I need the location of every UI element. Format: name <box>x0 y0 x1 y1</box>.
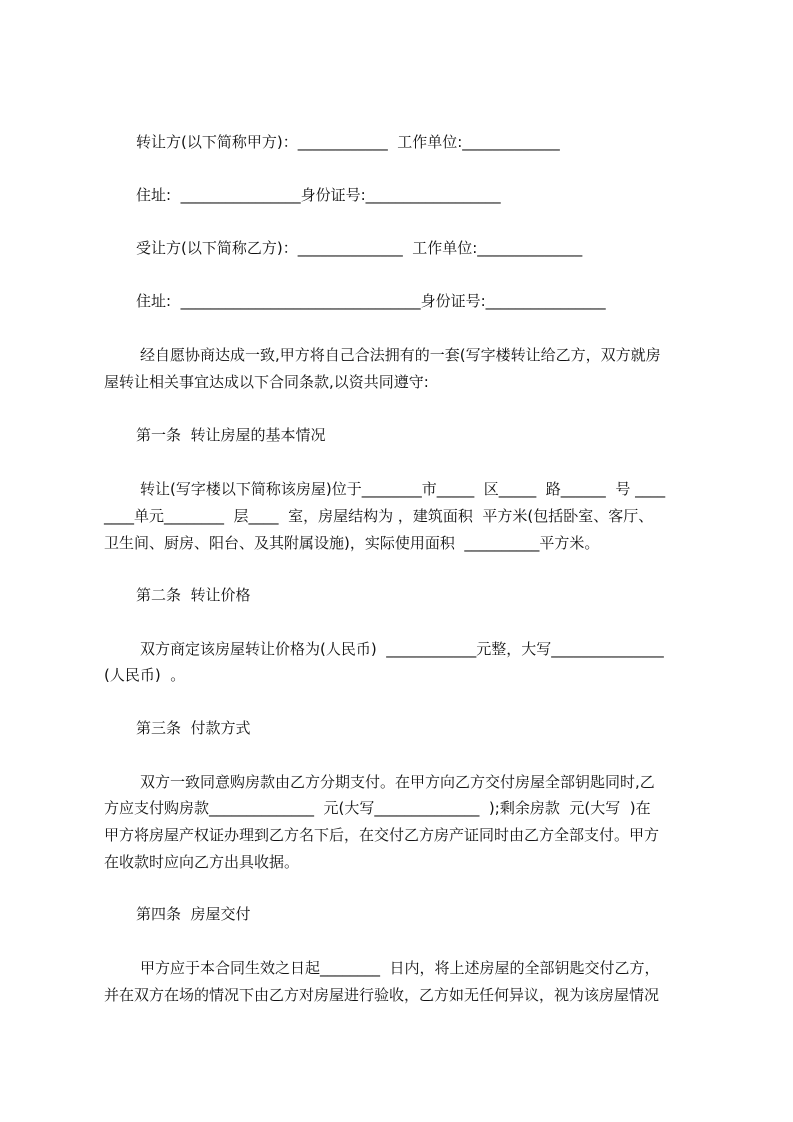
preamble-line-1: 经自愿协商达成一致,甲方将自己合法拥有的一套(写字楼转让给乙方，双方就房 <box>140 346 661 364</box>
preamble-line-2: 屋转让相关事宜达成以下合同条款,以资共同遵守: <box>104 373 429 391</box>
transferor-address-line: 住址: ________________身份证号:__________________ <box>136 186 501 204</box>
article-3-line-3: 甲方将房屋产权证办理到乙方名下后，在交付乙方房产证同时由乙方全部支付。甲方 <box>104 826 660 844</box>
article-1-line-3: 卫生间、厨房、阳台、及其附属设施)，实际使用面积 __________平方米。 <box>104 534 600 552</box>
transferee-line: 受让方(以下简称乙方)：______________ 工作单位:______________ <box>136 239 583 257</box>
article-2-line-1: 双方商定该房屋转让价格为(人民币) ____________元整，大写_______________ <box>140 640 664 658</box>
article-2-line-2: (人民币) 。 <box>104 666 186 684</box>
article-2-heading: 第二条 转让价格 <box>136 586 251 604</box>
transferee-address-line: 住址: ________________________________身份证号:________________ <box>136 292 606 310</box>
article-4-line-2: 并在双方在场的情况下由乙方对房屋进行验收，乙方如无任何异议，视为该房屋情况 <box>104 986 660 1004</box>
article-3-line-2: 方应支付购房款______________ 元(大写______________ );剩余房款 元(大写 )在 <box>104 799 651 817</box>
article-1-heading: 第一条 转让房屋的基本情况 <box>136 426 326 444</box>
article-4-line-1: 甲方应于本合同生效之日起________ 日内，将上述房屋的全部钥匙交付乙方， <box>140 959 660 977</box>
article-1-line-2: ____单元________ 层____ 室，房屋结构为 ，建筑面积 平方米(包括卧室、客厅、 <box>104 507 654 525</box>
article-3-line-4: 在收款时应向乙方出具收据。 <box>104 853 300 871</box>
article-1-line-1: 转让(写字楼以下简称该房屋)位于________市_____ 区_____ 路______ 号 ____ <box>140 480 666 498</box>
article-3-line-1: 双方一致同意购房款由乙方分期支付。在甲方向乙方交付房屋全部钥匙同时,乙 <box>140 773 655 791</box>
transferor-line: 转让方(以下简称甲方)：____________ 工作单位:_____________ <box>136 133 560 151</box>
article-4-heading: 第四条 房屋交付 <box>136 905 251 923</box>
article-3-heading: 第三条 付款方式 <box>136 719 251 737</box>
